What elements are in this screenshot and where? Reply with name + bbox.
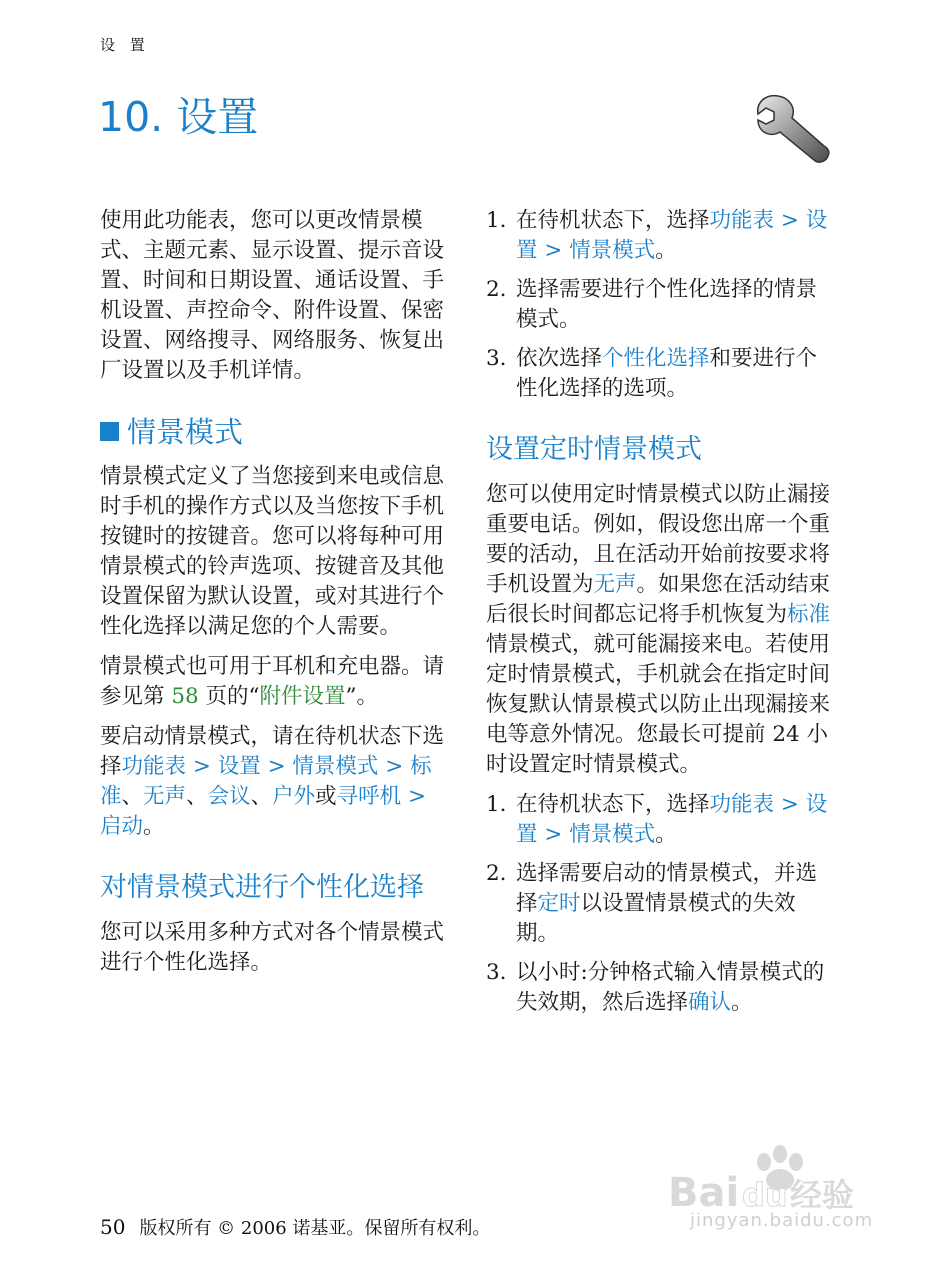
menu-term: 定时 [537,891,581,916]
menu-term: 功能表 [709,792,775,817]
step-item: 3. 以小时:分钟格式输入情景模式的失效期，然后选择确认。 [486,960,825,1015]
step-item: 3. 依次选择个性化选择和要进行个性化选择的选项。 [486,346,818,401]
menu-term: 户外 [272,784,316,809]
menu-term: 会议 [207,784,251,809]
step-item: 2. 选择需要启动的情景模式，并选择定时以设置情景模式的失效期。 [486,861,818,946]
menu-term: 标准 [787,602,831,627]
menu-term: 情景模式 [569,238,656,263]
left-column [100,206,445,988]
timed-paragraph: 您可以使用定时情景模式以防止漏接重要电话。例如，假设您出席一个重要的活动，且在活动开始前按要求将手机设置为无声。如果您在活动结束后很长时间都忘记将手机恢复为标准情景模式，就可能漏接来电。若使用定时情景模式，手机就会在指定时间恢复默认情景模式以防止出现漏接来电等意外情况。您最长可提前 24 小时设置定时情景模式。 [486,482,831,777]
subsection-heading-timed: 设置定时情景模式 [486,434,702,465]
chapter-title: 10. 设置 [98,93,259,141]
right-column [486,206,831,1028]
menu-term: 情景模式 [569,822,656,847]
personalize-paragraph: 您可以采用多种方式对各个情景模式进行个性化选择。 [100,920,445,975]
personalize-steps [486,206,831,404]
menu-term: 情景模式 [292,754,379,779]
page-footer [100,1214,490,1240]
menu-term: 设置 [516,208,828,263]
crossref-link-accessories[interactable]: 附件设置 [259,684,346,709]
menu-term: 标准 [100,754,432,809]
menu-term: 寻呼机 [336,784,402,809]
intro-paragraph: 使用此功能表，您可以更改情景模式、主题元素、显示设置、提示音设置、时间和日期设置、通话设置、手机设置、声控命令、附件设置、保密设置、网络搜寻、网络服务、恢复出厂设置以及手机详情。 [100,208,445,383]
section-heading-profiles: 情景模式 [100,414,445,450]
menu-term: 启动 [100,814,144,839]
menu-term: 确认 [688,990,732,1015]
step-item: 2. 选择需要进行个性化选择的情景模式。 [486,277,818,332]
profiles-paragraph-2: 情景模式也可用于耳机和充电器。请参见第 58 页的“附件设置”。 [100,654,445,709]
menu-term: 功能表 [121,754,187,779]
watermark-url: jingyan.baidu.com [690,1210,874,1231]
timed-steps [486,790,831,1018]
subsection-heading-personalize: 对情景模式进行个性化选择 [100,872,424,903]
menu-term: 无声 [143,784,187,809]
profiles-paragraph-1: 情景模式定义了当您接到来电或信息时手机的操作方式以及当您按下手机按键时的按键音。您可以将每种可用情景模式的铃声选项、按键音及其他设置保留为默认设置，或对其进行个性化选择以满足您的个人需要。 [100,464,445,639]
page-number: 50 [100,1215,126,1239]
profiles-paragraph-3: 要启动情景模式，请在待机状态下选择功能表 > 设置 > 情景模式 > 标准、无声、会议、户外或寻呼机 > 启动。 [100,724,445,839]
step-item: 1. 在待机状态下，选择功能表 > 设置 > 情景模式。 [486,792,828,847]
menu-term: 设置 [217,754,261,779]
page-reference: 58 [171,684,199,709]
menu-term: 个性化选择 [602,346,710,371]
svg-text:经验: 经验 [790,1176,855,1214]
svg-text:du: du [742,1176,788,1214]
running-head: 设 置 [100,36,150,54]
wrench-icon [748,92,832,164]
square-bullet-icon [100,422,119,441]
menu-term: 无声 [593,572,637,597]
menu-term: 功能表 [709,208,775,233]
step-item: 1. 在待机状态下，选择功能表 > 设置 > 情景模式。 [486,208,828,263]
menu-term: 设置 [516,792,828,847]
copyright-text: 版权所有 © 2006 诺基亚。保留所有权利。 [139,1218,491,1239]
svg-text:Bai: Bai [668,1170,740,1216]
